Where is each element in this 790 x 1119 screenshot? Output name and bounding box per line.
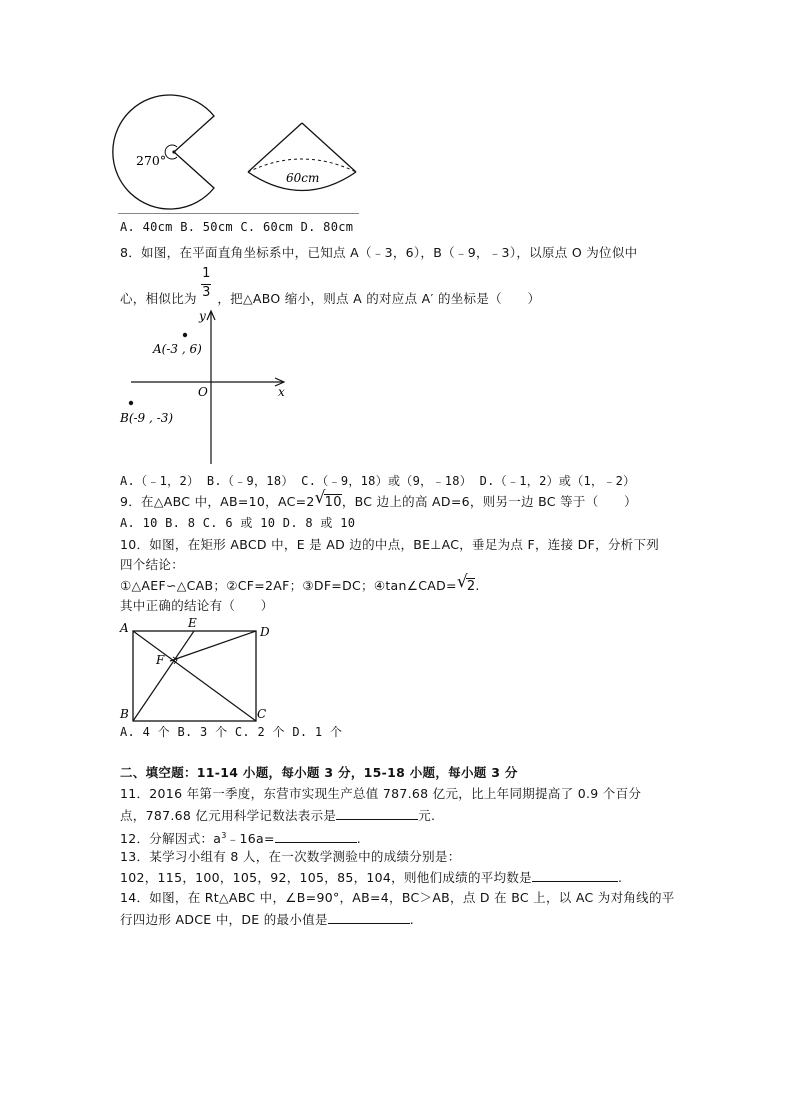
q10-line3-post: . (475, 578, 480, 593)
point-b-dot (129, 401, 133, 405)
label-c: C (257, 707, 267, 721)
q10-radicand: 2 (466, 579, 476, 594)
sector-shape (113, 95, 214, 209)
q9-post: ，BC 边上的高 AD=6，则另一边 BC 等于（ ） (341, 494, 637, 509)
q14-line1: 14．如图，在 Rt△ABC 中，∠B=90°，AB=4，BC＞AB，点 D 在 BC 上，以 AC 为对角线的平 (120, 890, 675, 905)
q7-divider (118, 213, 359, 214)
q8-line2 (120, 266, 541, 307)
cone-figure (240, 104, 370, 214)
q14-answer-blank[interactable] (328, 911, 410, 924)
q11-line2-post: 元. (418, 808, 436, 823)
q12-mid: ﹣16a= (226, 831, 275, 847)
q12-exponent: 3 (221, 831, 227, 840)
q10-line2: 四个结论： (120, 557, 185, 572)
q14-line2 (120, 911, 414, 928)
rectangle-figure (118, 616, 278, 726)
point-a-dot (183, 333, 187, 337)
q11-line2 (120, 807, 435, 824)
q9-sqrt (314, 488, 342, 511)
q14-line2-pre: 行四边形 ADCE 中，DE 的最小值是 (120, 912, 328, 927)
q13-line2-pre: 102，115，100，105，92，105，85，104，则他们成绩的平均数是 (120, 870, 532, 885)
q13-line2 (120, 869, 622, 886)
q8-line2-post: ，把△ABO 缩小，则点 A 的对应点 A′ 的坐标是（ ） (217, 291, 541, 306)
point-a-label: A(-3 , 6) (153, 342, 202, 356)
q10-options: A. 4 个 B. 3 个 C. 2 个 D. 1 个 (120, 725, 343, 739)
q9-radicand: 10 (324, 495, 342, 510)
sqrt-sign: √ (456, 572, 468, 592)
label-a: A (120, 621, 129, 635)
cone-label: 60cm (286, 171, 320, 185)
q9-pre: 9．在△ABC 中，AB=10，AC=2 (120, 494, 315, 509)
q10-line3 (120, 572, 480, 595)
label-e: E (188, 616, 197, 630)
q9-options: A. 10 B. 8 C. 6 或 10 D. 8 或 10 (120, 516, 356, 530)
q8-line2-pre: 心，相似比为 (120, 291, 197, 306)
origin-label: O (198, 385, 208, 399)
section2-heading: 二、填空题：11-14 小题，每小题 3 分，15-18 小题，每小题 3 分 (120, 765, 518, 780)
q13-line1: 13．某学习小组有 8 人，在一次数学测验中的成绩分别是： (120, 849, 461, 864)
q12-answer-blank[interactable] (275, 830, 357, 843)
label-b: B (120, 707, 129, 721)
q7-options: A. 40cm B. 50cm C. 60cm D. 80cm (120, 220, 354, 234)
q10-line3-pre: ①△AEF∽△CAB；②CF=2AF；③DF=DC；④tan∠CAD= (120, 578, 457, 593)
q11-line2-pre: 点，787.68 亿元用科学记数法表示是 (120, 808, 337, 823)
label-f: F (156, 653, 165, 667)
point-b-label: B(-9 , -3) (120, 411, 174, 425)
q13-answer-blank[interactable] (532, 869, 618, 882)
sqrt-sign: √ (314, 488, 326, 508)
fraction-numerator: 1 (202, 266, 211, 281)
q12-post: . (356, 831, 361, 847)
q8-line1: 8．如图，在平面直角坐标系中，已知点 A（﹣3，6），B（﹣9，﹣3），以原点 O 为位似中 (120, 245, 638, 260)
axis-x-label: x (278, 385, 285, 399)
q10-sqrt (456, 572, 476, 595)
q11-answer-blank[interactable] (336, 807, 418, 820)
q10-line4: 其中正确的结论有（ ） (120, 598, 274, 613)
q8-options: A.（﹣1，2） B.（﹣9，18） C.（﹣9，18）或（9，﹣18） D.（﹣1，2）或（1，﹣2） (120, 474, 636, 488)
q14-line2-post: . (409, 912, 415, 927)
q8-ratio-fraction (201, 266, 213, 303)
q12-line (120, 828, 361, 847)
fraction-denominator: 3 (202, 285, 211, 300)
q10-line1: 10．如图，在矩形 ABCD 中，E 是 AD 边的中点，BE⊥AC，垂足为点 F，连接 DF，分析下列 (120, 537, 660, 552)
q13-line2-post: . (617, 870, 623, 885)
q11-line1: 11．2016 年第一季度，东营市实现生产总值 787.68 亿元，比上年同期提高了 0.9 个百分 (120, 786, 642, 801)
axis-y-label: y (199, 309, 206, 323)
label-d: D (260, 625, 270, 639)
coordinate-figure (120, 308, 300, 468)
q9-line (120, 488, 637, 511)
sector-angle-label: 270° (136, 153, 167, 168)
q12-pre: 12．分解因式：a (120, 831, 222, 847)
